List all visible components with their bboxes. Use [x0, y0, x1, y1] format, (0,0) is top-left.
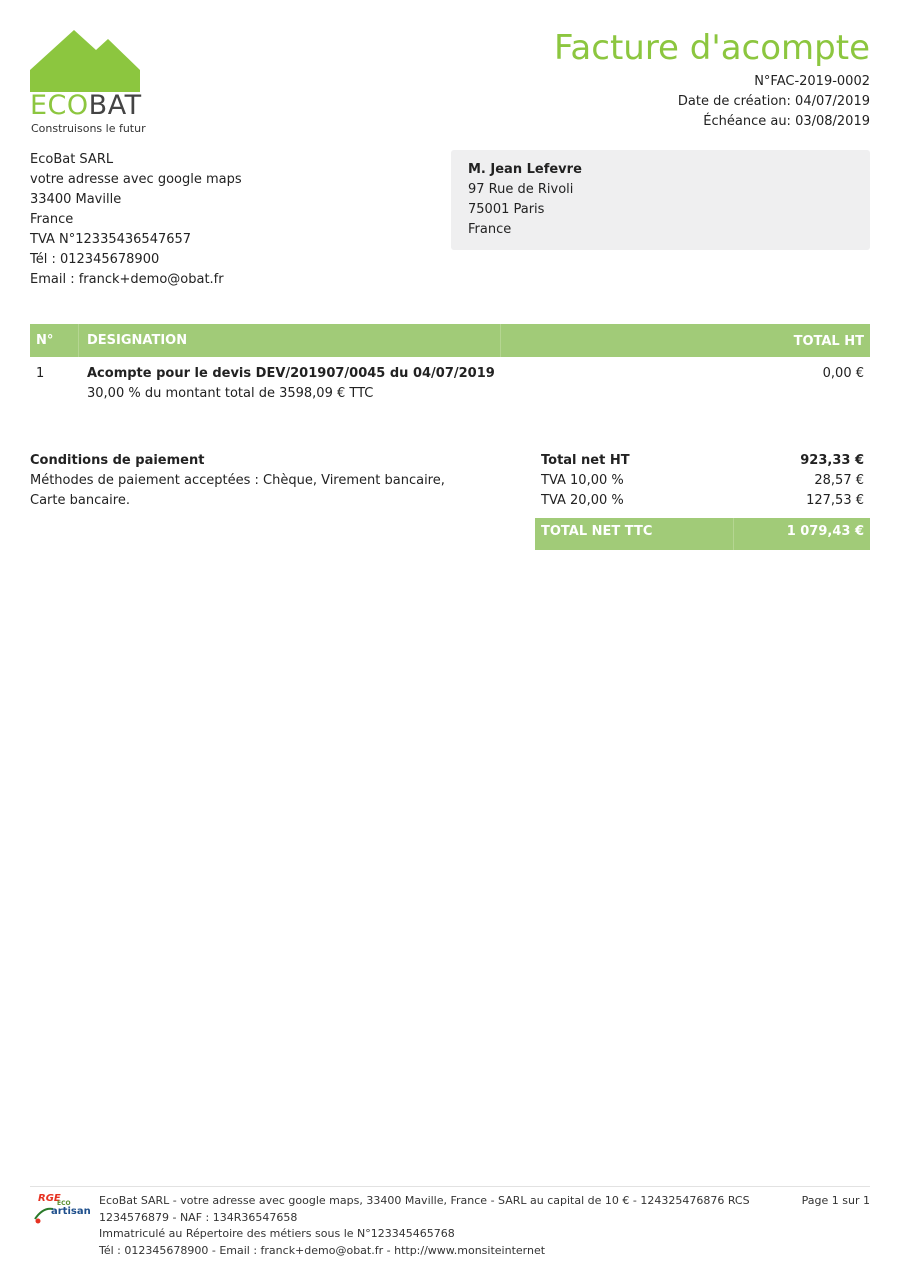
client-city: 75001 Paris — [468, 202, 545, 217]
rge-eco-artisan-logo — [33, 1193, 89, 1227]
footer-line-1: EcoBat SARL - votre adresse avec google maps, 33400 Maville, France - SARL au capital de 10 € - 124325476876 RCS — [99, 1194, 750, 1207]
total-net-ttc-label: TOTAL NET TTC — [541, 524, 653, 539]
logo-eco-text: ECO — [30, 90, 89, 121]
items-table-header — [30, 324, 870, 357]
company-logo — [30, 30, 146, 138]
column-header-number: N° — [36, 333, 54, 348]
client-name: M. Jean Lefevre — [468, 162, 582, 177]
seller-phone: Tél : 012345678900 — [30, 252, 160, 267]
due-date: Échéance au: 03/08/2019 — [703, 114, 870, 129]
seller-vat: TVA N°12335436547657 — [30, 232, 192, 247]
footer-line-3: Immatriculé au Répertoire des métiers sous le N°123345465768 — [99, 1227, 455, 1240]
total-net-ttc-row — [535, 518, 870, 550]
total-net-ht-label: Total net HT — [541, 453, 630, 468]
footer-legal-text — [99, 1193, 750, 1259]
tva-10-value: 28,57 € — [814, 473, 864, 488]
seller-street: votre adresse avec google maps — [30, 172, 242, 187]
payment-conditions — [30, 451, 460, 511]
client-country: France — [468, 222, 512, 237]
document-meta — [678, 72, 870, 132]
seller-country: France — [30, 212, 74, 227]
seller-email: Email : franck+demo@obat.fr — [30, 272, 224, 287]
seller-city: 33400 Maville — [30, 192, 122, 207]
row-designation — [87, 364, 495, 404]
tva-20-row — [535, 491, 870, 511]
header-divider — [78, 324, 79, 357]
footer-line-2: 1234576879 - NAF : 134R36547658 — [99, 1210, 298, 1224]
logo-wordmark — [30, 90, 142, 121]
rge-artisan-text: artisan — [51, 1206, 91, 1217]
document-title: Facture d'acompte — [553, 28, 870, 68]
total-net-ht-row — [535, 451, 870, 471]
page-number: Page 1 sur 1 — [801, 1194, 870, 1207]
client-street: 97 Rue de Rivoli — [468, 182, 574, 197]
row-total: 0,00 € — [822, 366, 864, 381]
rge-top-text: RGE — [38, 1193, 61, 1204]
payment-conditions-title: Conditions de paiement — [30, 453, 205, 468]
column-header-total-ht: TOTAL HT — [793, 334, 864, 349]
payment-methods-line2: Carte bancaire. — [30, 493, 130, 508]
row-detail: 30,00 % du montant total de 3598,09 € TTC — [87, 386, 374, 401]
tva-20-value: 127,53 € — [806, 493, 864, 508]
seller-name: EcoBat SARL — [30, 152, 114, 167]
total-net-ht-value: 923,33 € — [800, 453, 864, 468]
tva-20-label: TVA 20,00 % — [541, 493, 624, 508]
total-net-ttc-value: 1 079,43 € — [786, 524, 864, 539]
creation-date: Date de création: 04/07/2019 — [677, 94, 870, 109]
tva-10-label: TVA 10,00 % — [541, 473, 624, 488]
invoice-number: N°FAC-2019-0002 — [754, 74, 870, 89]
payment-methods-line1: Méthodes de paiement acceptées : Chèque, Virement bancaire, — [30, 473, 445, 488]
totals-block — [535, 451, 870, 511]
ttc-divider — [733, 518, 734, 550]
logo-tagline: Construisons le futur — [31, 122, 146, 135]
table-row — [30, 364, 870, 408]
seller-address — [30, 150, 242, 290]
header-divider — [500, 324, 501, 357]
rge-eco-text: ECO — [57, 1200, 71, 1207]
column-header-designation: DESIGNATION — [87, 333, 188, 348]
mountain-logo-icon — [30, 30, 142, 92]
footer-divider — [30, 1186, 870, 1187]
client-address-box — [451, 150, 870, 250]
row-number: 1 — [36, 366, 45, 381]
row-title: Acompte pour le devis DEV/201907/0045 du 04/07/2019 — [87, 366, 495, 381]
logo-bat-text: BAT — [88, 90, 142, 121]
tva-10-row — [535, 471, 870, 491]
footer-line-4: Tél : 012345678900 - Email : franck+demo@obat.fr - http://www.monsiteinternet — [99, 1243, 546, 1257]
